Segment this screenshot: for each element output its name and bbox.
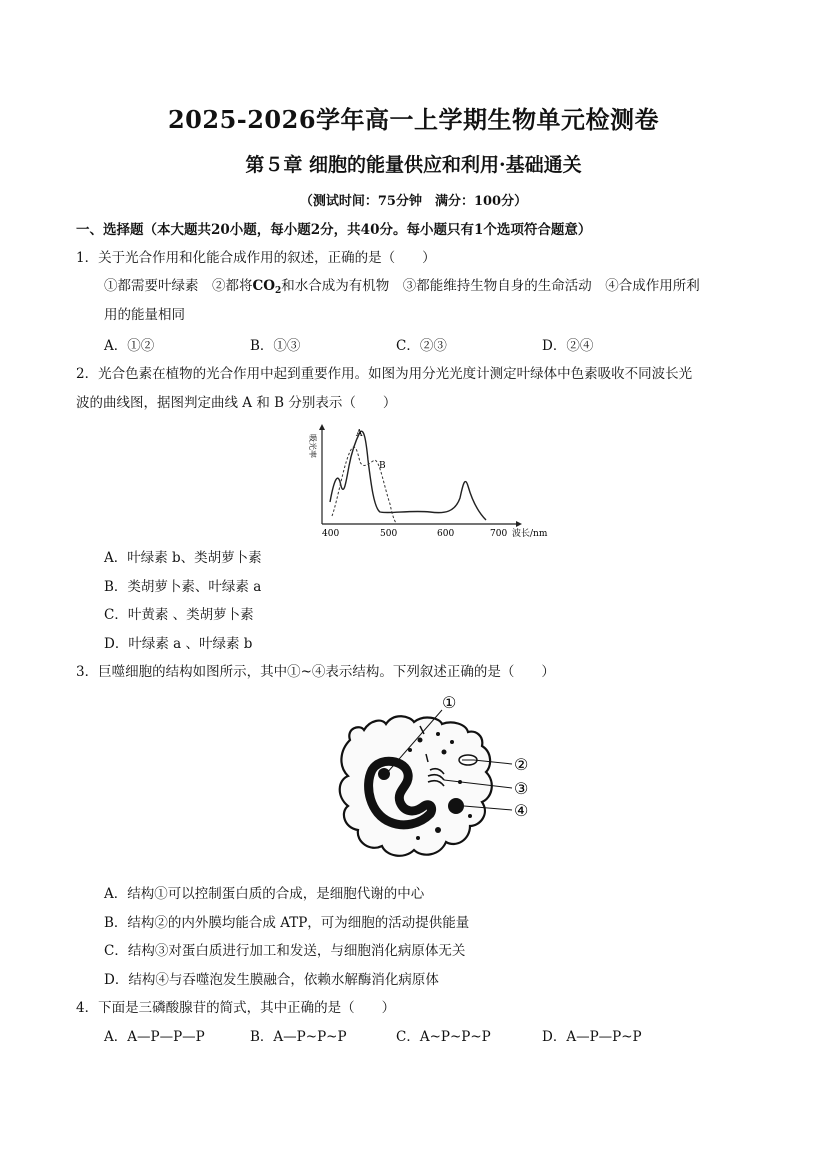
exam-info: （测试时间：75分钟 满分：100分）: [299, 194, 528, 209]
q1-statement-a: ①都需要叶绿素 ②都将: [104, 278, 253, 294]
label-2: ②: [514, 755, 529, 774]
x-tick-700: 700: [490, 529, 508, 539]
chapter-subtitle: 第５章 细胞的能量供应和利用·基础通关: [245, 154, 582, 176]
q4-option-d[interactable]: D．A—P—P~P: [542, 1029, 642, 1045]
curve-b: [332, 447, 396, 523]
q2-stem-line1: 2．光合色素在植物的光合作用中起到重要作用。如图为用分光光度计测定叶绿体中色素吸收不同波长光: [76, 366, 693, 382]
section-heading: 一、选择题（本大题共20小题，每小题2分，共40分。每小题只有1个选项符合题意）: [76, 222, 592, 238]
label-3: ③: [514, 779, 529, 798]
q1-statements: [104, 276, 700, 301]
y-axis-arrow: [319, 424, 325, 430]
q1-option-b[interactable]: B．①③: [250, 338, 301, 354]
q1-option-c[interactable]: C．②③: [396, 338, 447, 354]
label-4: ④: [514, 801, 529, 820]
q3-stem: 3．巨噬细胞的结构如图所示，其中①~④表示结构。下列叙述正确的是（ ）: [76, 664, 555, 680]
q2-option-b[interactable]: B．类胡萝卜素、叶绿素 a: [104, 579, 262, 595]
q4-option-a[interactable]: A．A—P—P—P: [104, 1029, 205, 1045]
absorption-spectrum-figure: [300, 420, 560, 542]
curve-a: [330, 431, 486, 520]
q3-option-d[interactable]: D．结构④与吞噬泡发生膜融合，依赖水解酶消化病原体: [104, 972, 439, 988]
q1-option-a[interactable]: A．①②: [104, 338, 155, 354]
chart-ylabel: 吸光率: [308, 434, 317, 458]
q4-option-b[interactable]: B．A—P~P~P: [250, 1029, 347, 1045]
nucleolus: [378, 768, 390, 780]
macrophage-figure: [320, 690, 540, 875]
chart-xlabel: 波长/nm: [512, 529, 548, 539]
q4-stem: 4．下面是三磷酸腺苷的简式，其中正确的是（ ）: [76, 1000, 396, 1016]
q2-option-d[interactable]: D．叶绿素 a 、叶绿素 b: [104, 636, 253, 652]
q2-stem-line2: 波的曲线图，据图判定曲线 A 和 B 分别表示（ ）: [76, 395, 397, 411]
x-tick-400: 400: [322, 529, 340, 539]
q1-statement-c: 用的能量相同: [104, 307, 185, 323]
exam-title: 2025-2026学年高一上学期生物单元检测卷: [167, 105, 660, 134]
q3-option-b[interactable]: B．结构②的内外膜均能合成 ATP，可为细胞的活动提供能量: [104, 915, 470, 931]
q4-option-c[interactable]: C．A~P~P~P: [396, 1029, 491, 1045]
x-tick-500: 500: [380, 529, 398, 539]
x-axis-arrow: [516, 521, 522, 527]
q1-stem: 1．关于光合作用和化能合成作用的叙述，正确的是（ ）: [76, 250, 436, 266]
q1-co2-sub: 2: [275, 286, 282, 296]
lysosome: [448, 798, 464, 814]
q2-option-c[interactable]: C．叶黄素 、类胡萝卜素: [104, 607, 254, 623]
x-tick-600: 600: [437, 529, 455, 539]
q1-statement-b: 和水合成为有机物 ③都能维持生物自身的生命活动 ④合成作用所利: [281, 278, 700, 294]
curve-a-label: A: [356, 429, 363, 439]
cell-membrane: [340, 716, 492, 856]
q3-option-c[interactable]: C．结构③对蛋白质进行加工和发送，与细胞消化病原体无关: [104, 943, 466, 959]
q1-option-d[interactable]: D．②④: [542, 338, 594, 354]
label-1: ①: [442, 693, 457, 712]
q1-co2: CO: [252, 278, 276, 294]
q2-option-a[interactable]: A．叶绿素 b、类胡萝卜素: [104, 550, 262, 566]
curve-b-label: B: [379, 461, 386, 471]
q3-option-a[interactable]: A．结构①可以控制蛋白质的合成，是细胞代谢的中心: [104, 886, 425, 902]
